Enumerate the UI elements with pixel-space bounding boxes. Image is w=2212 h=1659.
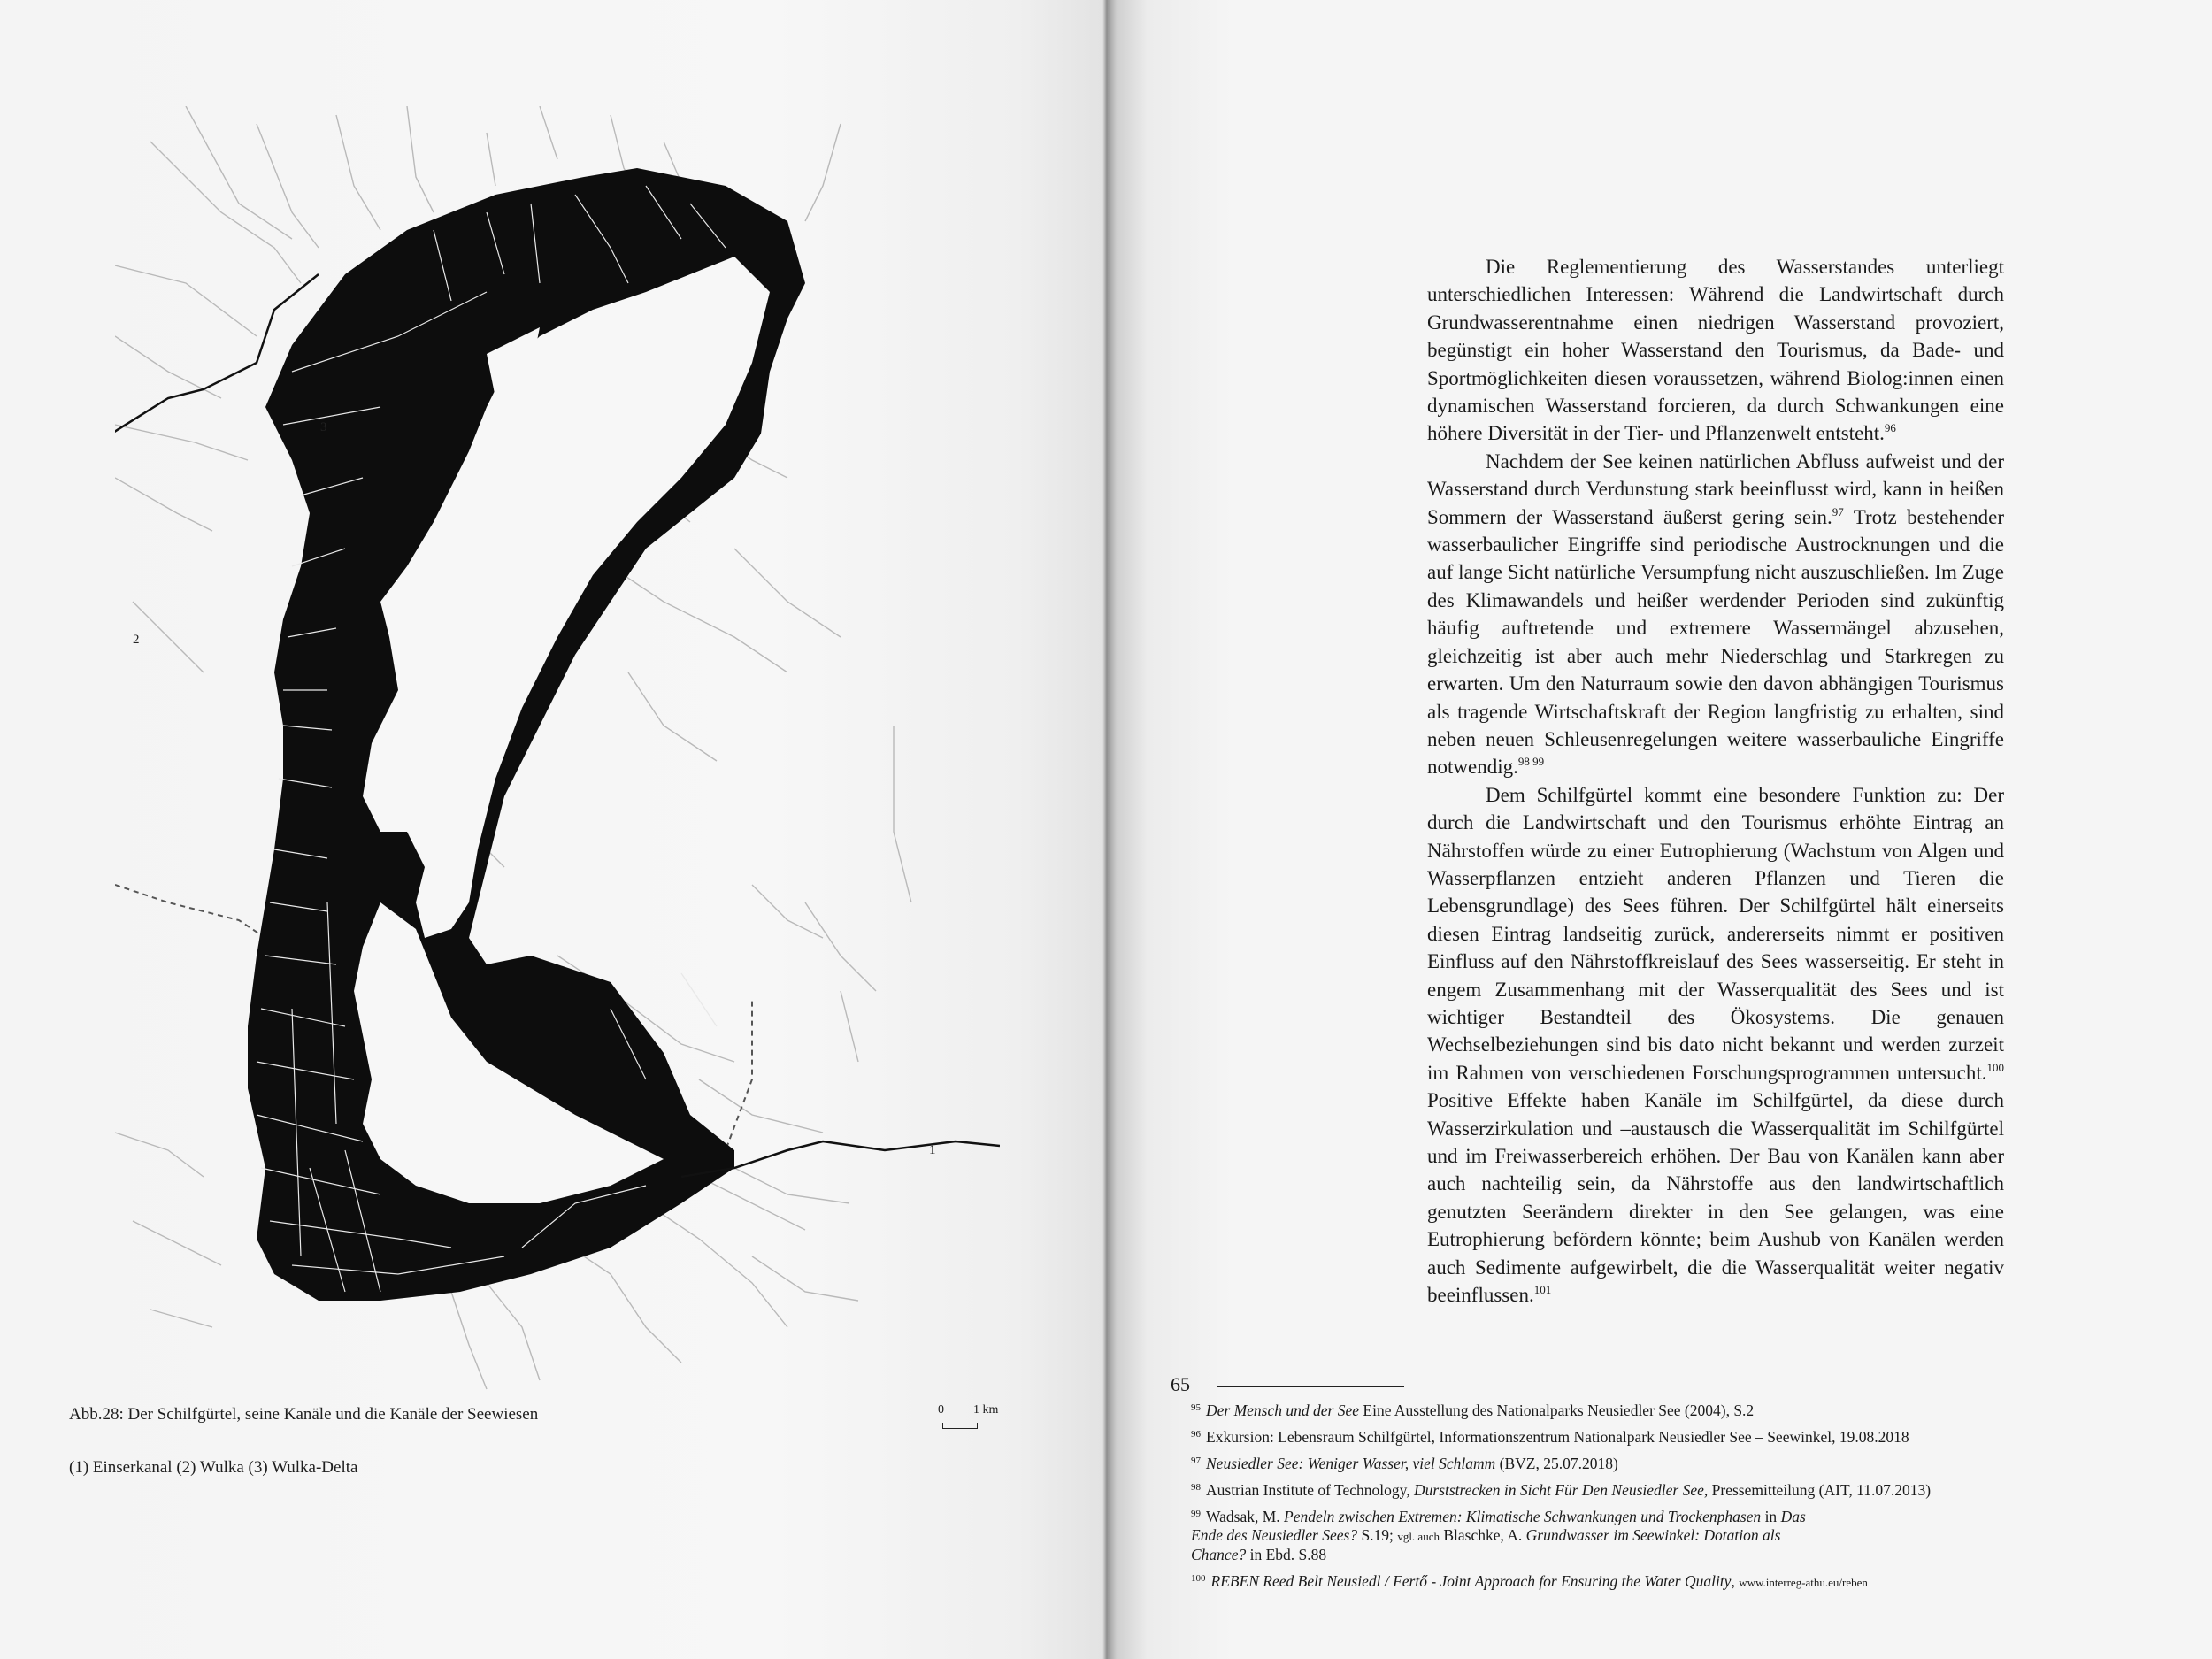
paragraph-2: Nachdem der See keinen natürlichen Abfluss aufweist und der Wasserstand durch Verdunstung stark beeinflusst wird, kann in heißen Sommern der Wasserstand äußerst gering sein.$^{97}$ Trotz bestehender wasserbaulicher Eingriffe sind periodische Austrocknungen und die auf lange Sicht natürliche Versumpfung nicht auszuschließen. Im Zuge des Klimawandels und heißer werdender Perioden sind zukünftig häufig auftretende und extremere Wassermängel abzusehen, gleichzeitig ist aber auch mehr Niederschlag und Starkregen zu erwarten. Um den Naturraum sowie den davon abhängigen Tourismus als tragende Wirtschaftskraft der Region langfristig zu erhalten, sind neben neuen Schleusenregelungen weitere wasserbauliche Eingriffe notwendig.$^{98 99}$ xyxy=(1427,449,2005,779)
footnote-96: $^{96}$ Exkursion: Lebensraum Schilfgürtel, Informationszentrum Nationalpark Neusiedler See – Seewinkel, 19.08.2018 xyxy=(1191,1428,1909,1446)
footnote-97: $^{97}$ Neusiedler See: Weniger Wasser, viel Schlamm (BVZ, 25.07.2018) xyxy=(1191,1455,1618,1472)
footnote-95: $^{95}$ Der Mensch und der See Eine Ausstellung des Nationalparks Neusiedler See (2004), S.2 xyxy=(1191,1402,1755,1419)
footnote-100: $^{100}$ REBEN Reed Belt Neusiedl / Fertő - Joint Approach for Ensuring the Water Quality, www.interreg-athu.eu/reben xyxy=(1191,1572,1868,1590)
figure-caption: Abb.28: Der Schilfgürtel, seine Kanäle und die Kanäle der Seewiesen xyxy=(69,1405,539,1424)
marker-2: 2 xyxy=(133,633,140,647)
footnote-rule xyxy=(1217,1386,1404,1387)
marker-3: 3 xyxy=(320,420,327,434)
map-graphic xyxy=(115,106,1000,1398)
footnote-99: $^{99}$ Wadsak, M. Pendeln zwischen Extremen: Klimatische Schwankungen und Trockenphasen in Das Ende des Neusiedler Sees? S.19; vgl. auch Blaschke, A. Grundwasser im Seewinkel: Dotation als Chance? in Ebd. S.88 xyxy=(1191,1508,1806,1563)
page-number: 65 xyxy=(1171,1373,1190,1395)
scale-bar xyxy=(938,1403,1009,1430)
footnotes xyxy=(1191,1402,2076,1600)
paragraph-3: Dem Schilfgürtel kommt eine besondere Funktion zu: Der durch die Landwirtschaft und den Tourismus erhöhte Eintrag an Nährstoffen würde zu einer Eutrophierung (Wachstum von Algen und Wasserpflanzen entzieht anderen Pflanzen und Tieren die Lebensgrundlage) des Sees führen. Der Schilfgürtel hält einerseits diesen Eintrag landseitig zurück, andererseits nimmt er positiven Einfluss auf den Nährstoffkreislauf des Sees wasserseitig. Er steht in engem Zusammenhang mit der Wasserqualität des Sees und ist wichtiger Bestandteil des Ökosystems. Die genauen Wechselbeziehungen sind bis dato nicht bekannt und werden zurzeit im Rahmen von verschiedenen Forschungsprogrammen untersucht.$^{100}$ Positive Effekte haben Kanäle im Schilfgürtel, da diese durch Wasserzirkulation und –austausch die Wasserqualität im Schilfgürtel und im Freiwasserbereich erhöhen. Der Bau von Kanälen kann aber auch nachteilig sein, da Nährstoffe aus den landwirtschaftlich genutzten Seerändern direkter in den See gelangen, was eine Eutrophierung befördern könnte; beim Aushub von Kanälen werden auch Sedimente aufgewirbelt, die die Wasserqualität weiter negativ beeinflussen.$^{101}$ xyxy=(1427,783,2004,1307)
reed-belt-map xyxy=(115,106,1000,1398)
scale-km-label: 1 km xyxy=(973,1403,999,1417)
paragraph-1: Die Reglementierung des Wasserstandes unterliegt unterschiedlichen Interessen: Während die Landwirtschaft durch Grundwasserentnahme einen niedrigen Wasserstand provoziert, begünstigt ein hoher Wasserstand den Tourismus, da Bade- und Sportmöglichkeiten diesen voraussetzen, während Biolog:innen einen dynamischen Wasserstand forcieren, da durch Schwankungen eine höhere Diversität in der Tier- und Pflanzenwelt entsteht.$^{96}$ xyxy=(1427,256,2004,445)
body-text xyxy=(1427,253,2004,1309)
figure-legend: (1) Einserkanal (2) Wulka (3) Wulka-Delta xyxy=(69,1458,358,1477)
scale-bar-line xyxy=(942,1423,978,1429)
scale-zero-label: 0 xyxy=(938,1403,944,1417)
marker-1: 1 xyxy=(929,1143,936,1157)
footnote-98: $^{98}$ Austrian Institute of Technology, Durststrecken in Sicht Für Den Neusiedler See, Pressemitteilung (AIT, 11.07.2013) xyxy=(1191,1481,1932,1499)
